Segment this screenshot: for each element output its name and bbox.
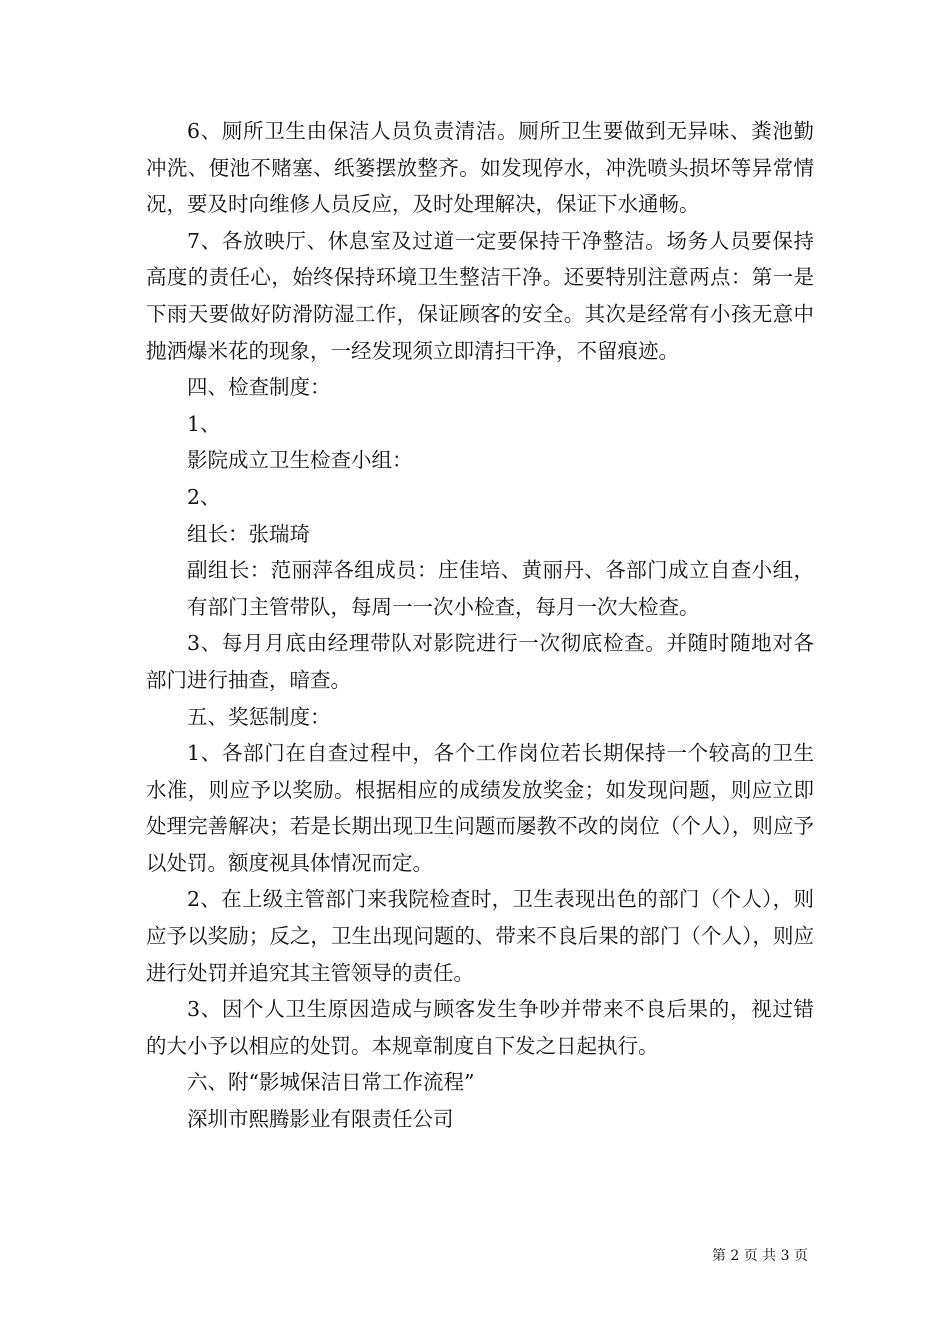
paragraph-group-leader: 组长：张瑞琦 — [187, 521, 310, 546]
document-body — [146, 113, 814, 1138]
paragraph-reward-rule-2: 2、在上级主管部门来我院检查时，卫生表现出色的部门（个人），则应予以奖励；反之，卫生出现问题的、带来不良后果的部门（个人），则应进行处罚并追究其主管领导的责任。 — [146, 887, 814, 985]
paragraph-inspection-group: 影院成立卫生检查小组： — [187, 448, 413, 473]
section-heading-appendix: 六、附“影城保洁日常工作流程” — [187, 1070, 475, 1095]
section-heading-rewards: 五、奖惩制度： — [187, 704, 331, 729]
paragraph-halls-cleaning: 7、各放映厅、休息室及过道一定要保持干净整洁。场务人员要保持高度的责任心，始终保持环境卫生整洁干净。还要特别注意两点：第一是下雨天要做好防滑防湿工作，保证顾客的安全。其次是经常有小孩无意中抛洒爆米花的现象，一经发现须立即清扫干净，不留痕迹。 — [146, 228, 814, 363]
paragraph-deputy-leader: 副组长：范丽萍各组成员：庄佳培、黄丽丹、各部门成立自查小组，有部门主管带队，每周一一次小检查，每月一次大检查。 — [187, 558, 814, 619]
paragraph-toilet-cleaning: 6、厕所卫生由保洁人员负责清洁。厕所卫生要做到无异味、粪池勤冲洗、便池不赌塞、纸篓摆放整齐。如发现停水，冲洗喷头损坏等异常情况，要及时向维修人员反应，及时处理解决，保证下水通畅。 — [146, 119, 814, 217]
page-number: 第 2 页 共 3 页 — [711, 1248, 808, 1264]
section-heading-inspection: 四、检查制度： — [187, 375, 331, 400]
list-number-2: 2、 — [187, 484, 221, 509]
paragraph-reward-rule-1: 1、各部门在自查过程中，各个工作岗位若长期保持一个较高的卫生水准，则应予以奖励。根据相应的成绩发放奖金；如发现问题，则应立即处理完善解决；若是长期出现卫生问题而屡教不改的岗位（个人），则应予以处罚。额度视具体情况而定。 — [146, 741, 814, 875]
paragraph-reward-rule-3: 3、因个人卫生原因造成与顾客发生争吵并带来不良后果的，视过错的大小予以相应的处罚。本规章制度自下发之日起执行。 — [146, 997, 814, 1058]
company-name: 深圳市熙腾影业有限责任公司 — [187, 1107, 454, 1132]
paragraph-monthly-inspection: 3、每月月底由经理带队对影院进行一次彻底检查。并随时随地对各部门进行抽查，暗查。 — [146, 631, 814, 692]
list-number-1: 1、 — [187, 411, 221, 436]
